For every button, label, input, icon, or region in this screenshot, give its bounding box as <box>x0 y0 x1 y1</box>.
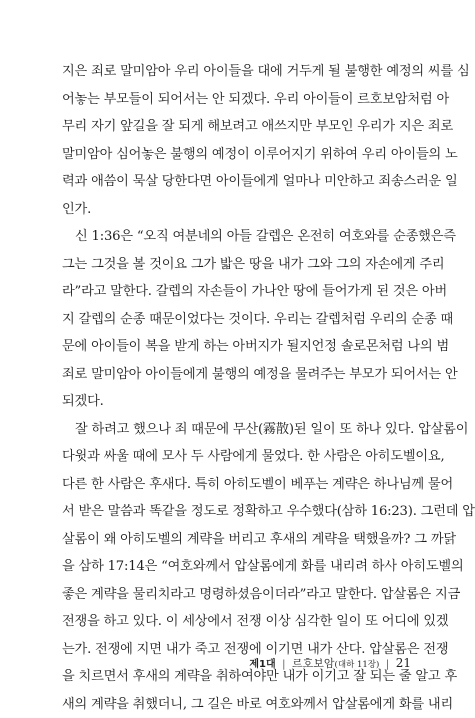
text-line: 죄로 말미암아 아이들에게 불행의 예정을 물려주는 부모가 되어서는 안 <box>62 361 413 389</box>
running-title: 르호보암 <box>292 657 335 670</box>
footer-separator: | <box>279 659 288 670</box>
text-line: 새의 계략을 취했더니, 그 길은 바로 여호와께서 압살롬에게 화를 내리 <box>62 691 413 718</box>
text-line: 지 갈렙의 순종 때문이었다는 것이다. 우리는 갈렙처럼 우리의 순종 때 <box>62 306 413 334</box>
body-text <box>62 58 413 718</box>
running-title-note: (대하 11장) <box>335 660 380 670</box>
text-line: 문에 아이들이 복을 받게 하는 아버지가 될지언정 솔로몬처럼 나의 범 <box>62 333 413 361</box>
text-line: 그는 그것을 볼 것이요 그가 밟은 땅을 내가 그와 그의 자손에게 주리 <box>62 251 413 279</box>
text-line: 을 치르면서 후새의 계략을 취하여야만 내가 이기고 잘 되는 줄 알고 후 <box>62 663 413 691</box>
text-line: 잘 하려고 했으나 죄 때문에 무산(霧散)된 일이 또 하나 있다. 압살롬이 <box>62 416 413 444</box>
text-line: 신 1:36은 “오직 여분네의 아들 갈렙은 온전히 여호와를 순종했은즉 <box>62 223 413 251</box>
text-line: 어놓는 부모들이 되어서는 안 되겠다. 우리 아이들이 르호보암처럼 아 <box>62 86 413 114</box>
page-number: 21 <box>396 656 411 670</box>
text-line: 말미암아 심어놓은 불행의 예정이 이루어지기 위하여 우리 아이들의 노 <box>62 141 413 169</box>
text-line: 라”라고 말한다. 갈렙의 자손들이 가나안 땅에 들어가게 된 것은 아버 <box>62 278 413 306</box>
footer-separator: | <box>383 659 392 670</box>
text-line: 지은 죄로 말미암아 우리 아이들을 대에 거두게 될 불행한 예정의 씨를 심 <box>62 58 413 86</box>
text-line: 인가. <box>62 196 413 224</box>
page-footer <box>62 656 411 672</box>
text-line: 좋은 계략을 물리치라고 명령하셨음이더라”라고 말한다. 압살롬은 지금 <box>62 581 413 609</box>
text-line: 전쟁을 하고 있다. 이 세상에서 전쟁 이상 심각한 일이 또 어디에 있겠 <box>62 608 413 636</box>
text-line: 되겠다. <box>62 388 413 416</box>
text-line: 는가. 전쟁에 지면 내가 죽고 전쟁에 이기면 내가 산다. 압살롬은 전쟁 <box>62 636 413 664</box>
text-line: 서 받은 말씀과 똑같을 정도로 정확하고 우수했다(삼하 16:23). 그런데 압 <box>62 498 413 526</box>
text-line: 무리 자기 앞길을 잘 되게 해보려고 애쓰지만 부모인 우리가 지은 죄로 <box>62 113 413 141</box>
text-line: 살롬이 왜 아히도벨의 계략을 버리고 후새의 계략을 택했을까? 그 까닭 <box>62 526 413 554</box>
text-line: 을 삼하 17:14은 “여호와께서 압살롬에게 화를 내리려 하사 아히도벨의 <box>62 553 413 581</box>
chapter-label: 제1대 <box>249 659 275 670</box>
text-line: 다른 한 사람은 후새다. 특히 아히도벨이 베푸는 계략은 하나님께 물어 <box>62 471 413 499</box>
text-line: 력과 애씀이 묵살 당한다면 아이들에게 얼마나 미안하고 죄송스러운 일 <box>62 168 413 196</box>
text-line: 다윗과 싸울 때에 모사 두 사람에게 물었다. 한 사람은 아히도벨이요, <box>62 443 413 471</box>
